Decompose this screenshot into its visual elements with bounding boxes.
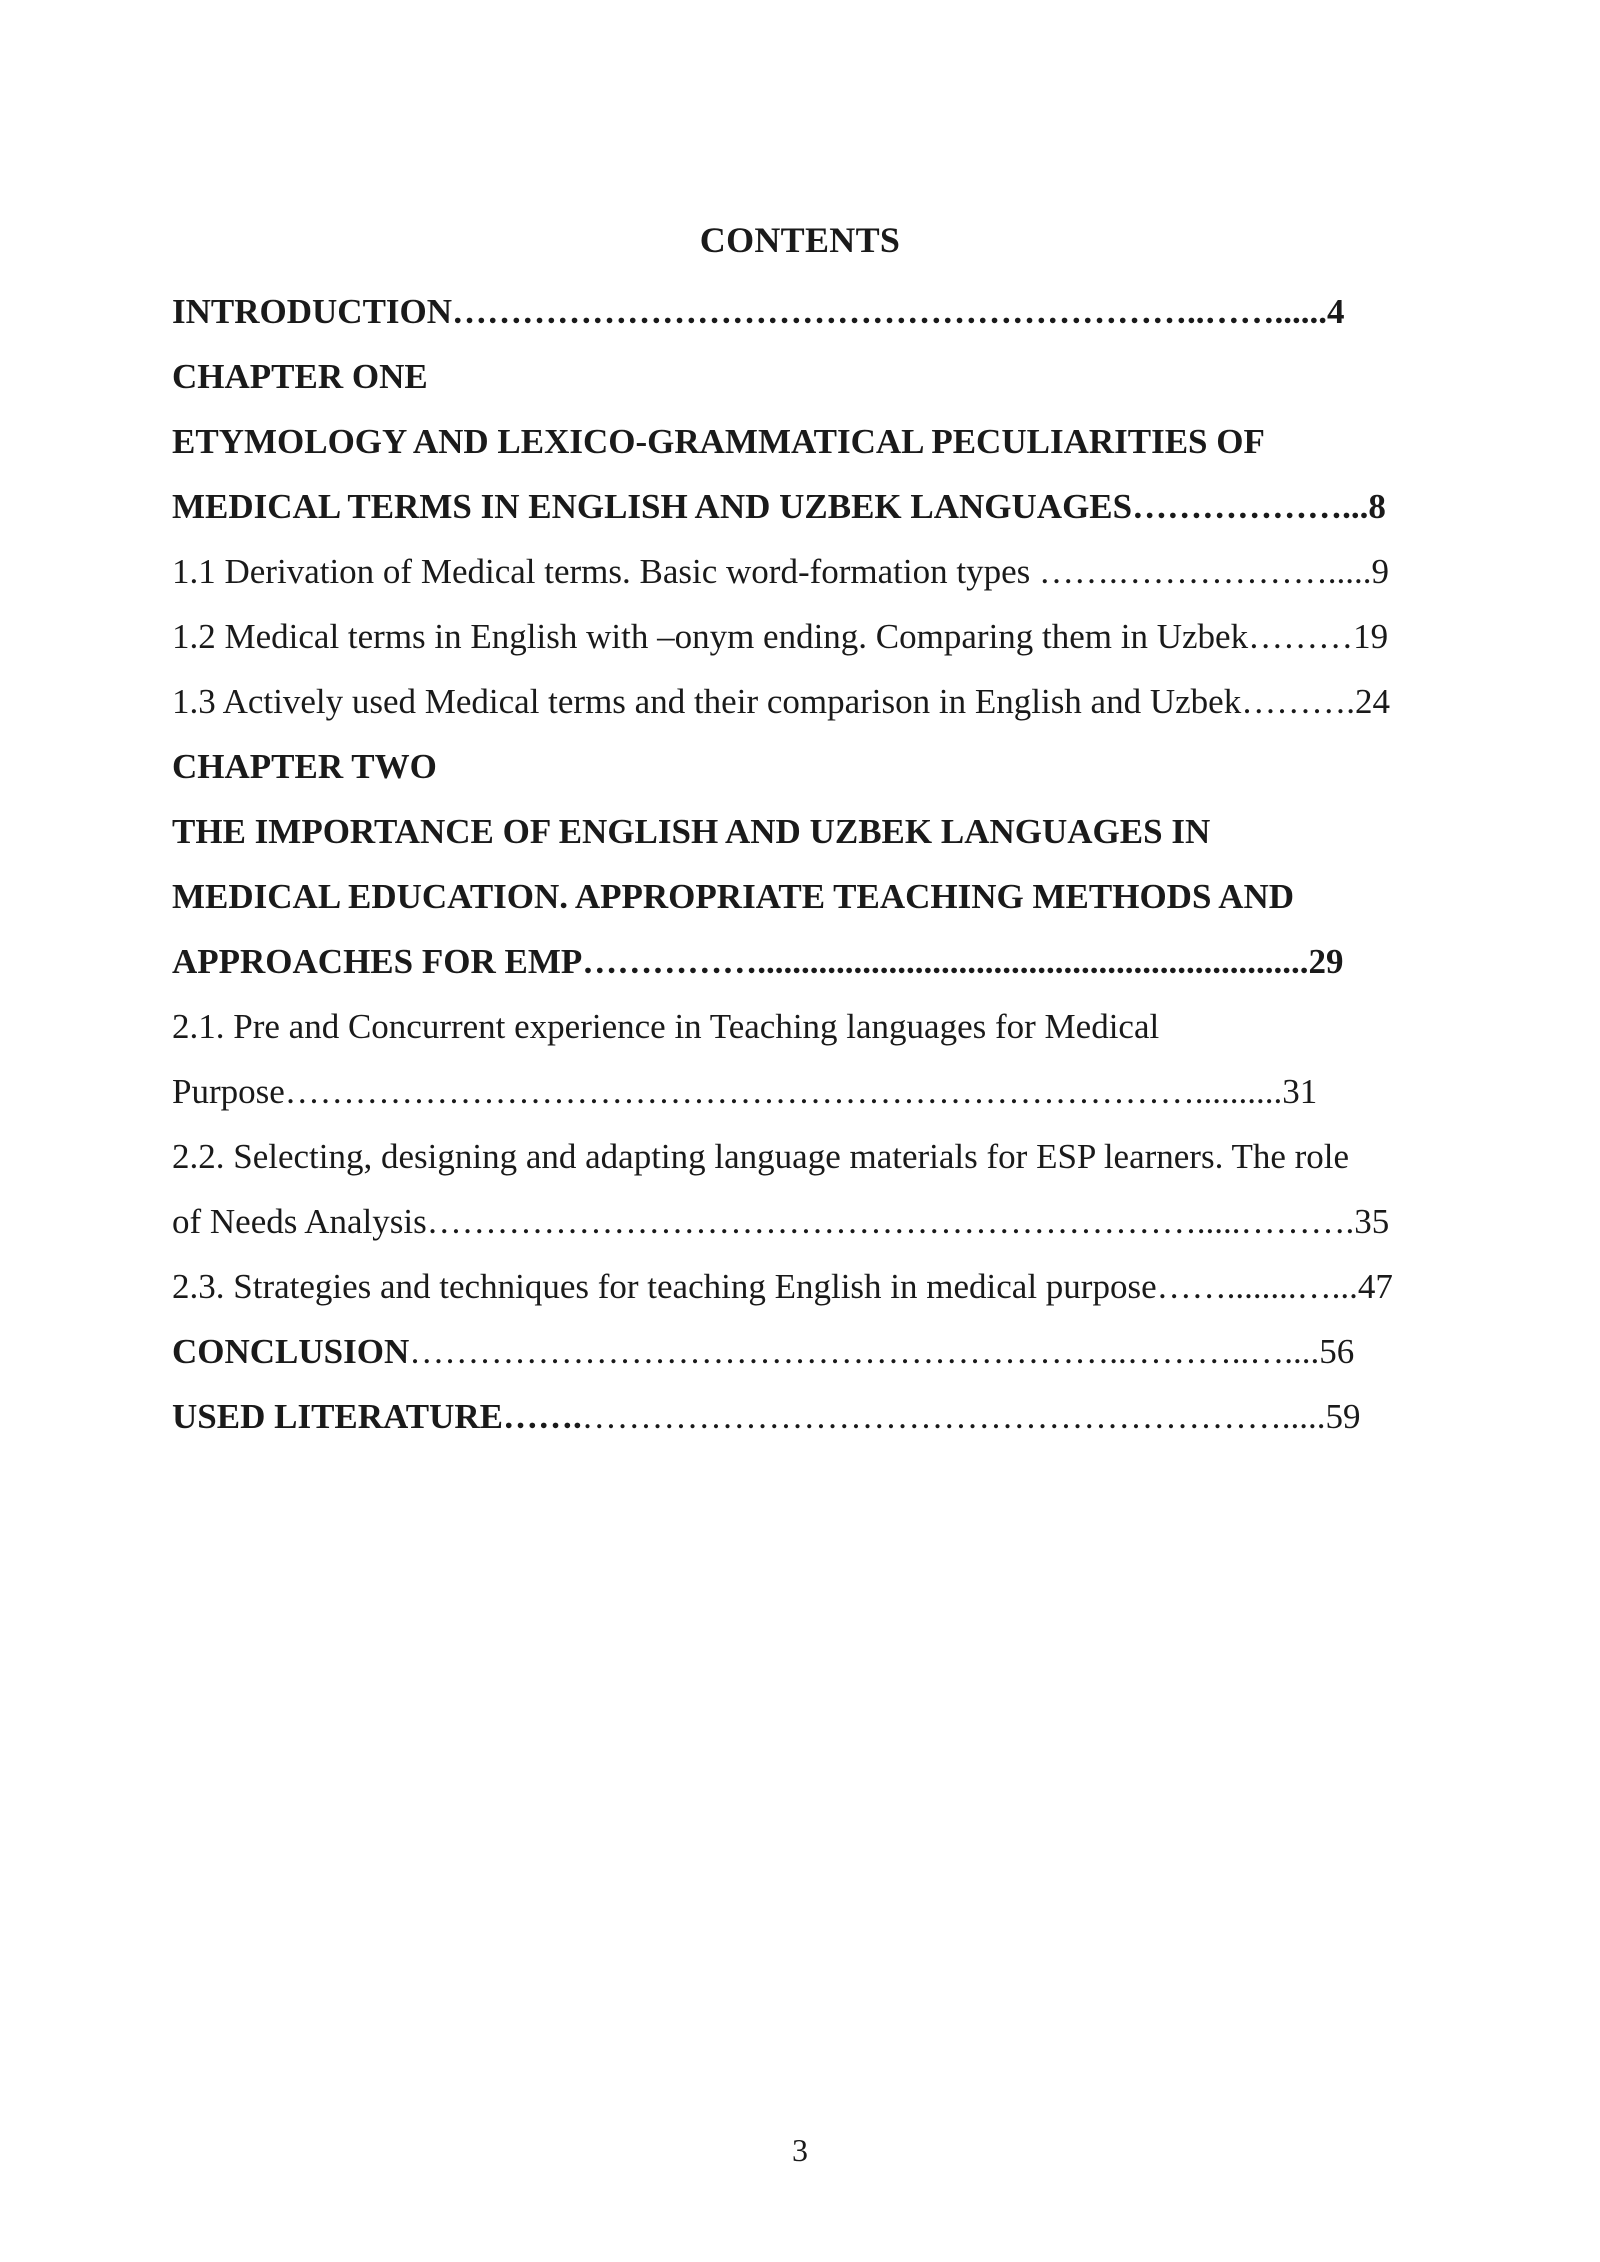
toc-conclusion-leader: ……………………………………………………..………..…....56	[409, 1332, 1355, 1371]
toc-entry-conclusion	[172, 1319, 1482, 1384]
toc-entry-introduction: INTRODUCTION………………………………………………………..……......4	[172, 292, 1345, 331]
toc-literature-label: USED LITERATURE…….	[172, 1397, 582, 1436]
toc-entry-2-3: 2.3. Strategies and techniques for teaching English in medical purpose……........…...47	[172, 1267, 1393, 1306]
toc-conclusion-label: CONCLUSION	[172, 1332, 410, 1371]
toc-entry-used-literature	[172, 1384, 1482, 1449]
toc-entry-1-2: 1.2 Medical terms in English with –onym ending. Comparing them in Uzbek………19	[172, 617, 1389, 656]
toc-chapter-one-title-line1: ETYMOLOGY AND LEXICO-GRAMMATICAL PECULIARITIES OF	[172, 422, 1265, 461]
toc-entry-1-1: 1.1 Derivation of Medical terms. Basic word-formation types …….……………….....9	[172, 552, 1390, 591]
toc-chapter-one-title-line2: MEDICAL TERMS IN ENGLISH AND UZBEK LANGUAGES………………...8	[172, 487, 1386, 526]
toc-chapter-one-label: CHAPTER ONE	[172, 357, 428, 396]
toc-chapter-two-title-line1: THE IMPORTANCE OF ENGLISH AND UZBEK LANGUAGES IN	[172, 812, 1211, 851]
toc-entry-2-1-line2: Purpose……………………………………………………………………..........31	[172, 1072, 1318, 1111]
toc-chapter-two-title-line3: APPROACHES FOR EMP……………...............................................................29	[172, 942, 1344, 981]
toc-chapter-two-title-line2: MEDICAL EDUCATION. APPROPRIATE TEACHING METHODS AND	[172, 877, 1295, 916]
table-of-contents	[172, 279, 1482, 1449]
toc-entry-2-2-line1: 2.2. Selecting, designing and adapting language materials for ESP learners. The role	[172, 1137, 1350, 1176]
toc-literature-leader: …………………………………………………….....59	[581, 1397, 1361, 1436]
toc-entry-1-3: 1.3 Actively used Medical terms and their comparison in English and Uzbek……….24	[172, 682, 1390, 721]
toc-chapter-two-label: CHAPTER TWO	[172, 747, 437, 786]
toc-entry-2-1-line1: 2.1. Pre and Concurrent experience in Teaching languages for Medical	[172, 1007, 1160, 1046]
page-number: 3	[792, 2132, 808, 2168]
toc-entry-2-2-line2: of Needs Analysis………………………………………………………….....……….35	[172, 1202, 1390, 1241]
contents-heading: CONTENTS	[699, 220, 901, 260]
